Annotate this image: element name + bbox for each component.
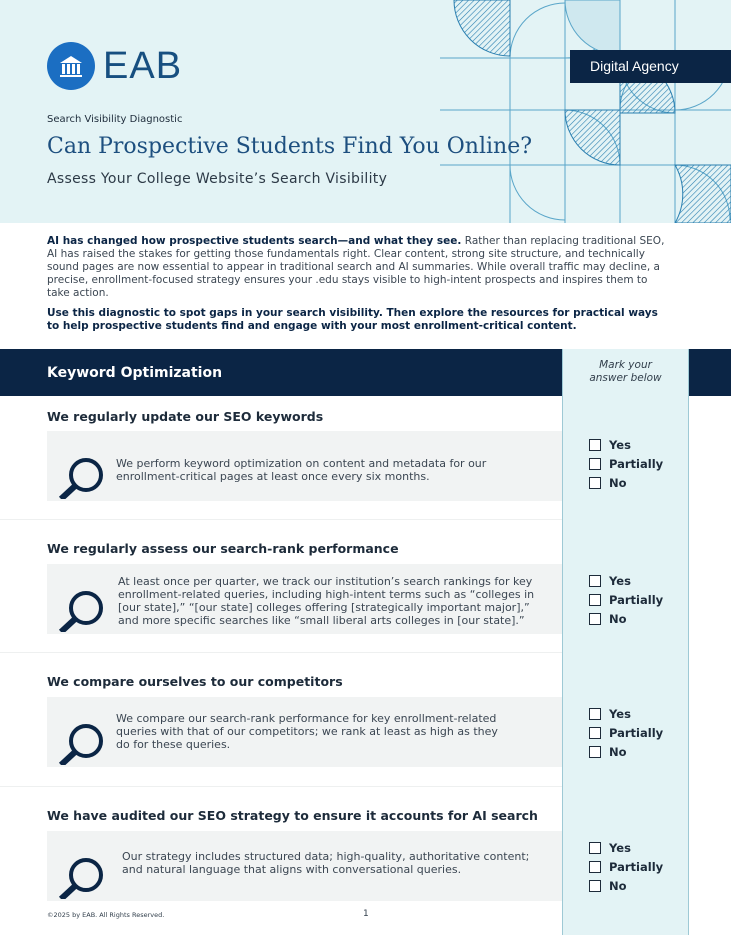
question-title-2: We regularly assess our search-rank performance xyxy=(47,541,399,556)
magnifier-icon xyxy=(57,855,105,899)
checkbox[interactable] xyxy=(589,439,601,451)
intro-lead: AI has changed how prospective students search—and what they see. xyxy=(47,235,462,247)
answer-options-3 xyxy=(589,704,663,761)
option-yes[interactable]: Yes xyxy=(589,571,663,590)
magnifier-icon xyxy=(57,721,105,765)
answer-options-4 xyxy=(589,838,663,895)
divider xyxy=(0,786,562,787)
divider xyxy=(0,652,562,653)
option-yes[interactable]: Yes xyxy=(589,838,663,857)
option-no[interactable]: No xyxy=(589,473,663,492)
page-subtitle: Assess Your College Website’s Search Visibility xyxy=(47,171,388,187)
header-banner xyxy=(0,0,731,223)
intro-paragraph-2: Use this diagnostic to spot gaps in your search visibility. Then explore the resources for practical ways to help prospective students find and engage with your most enrollment-critical content. xyxy=(47,307,658,332)
magnifier-icon xyxy=(57,588,105,632)
question-description-2: At least once per quarter, we track our institution’s search rankings for key enrollment-related queries, including high-intent terms such as “colleges in [our state],” “[our state] colleges offering [strategically important major],” and more specific searches like “small liberal arts colleges in [our state].” xyxy=(118,575,535,627)
checkbox[interactable] xyxy=(589,613,601,625)
intro-text xyxy=(47,235,667,340)
option-partially[interactable]: Partially xyxy=(589,723,663,742)
checkbox[interactable] xyxy=(589,880,601,892)
answer-options-2 xyxy=(589,571,663,628)
question-box-4 xyxy=(47,831,562,901)
option-yes[interactable]: Yes xyxy=(589,704,663,723)
intro-body: Rather than replacing traditional SEO, AI has raised the stakes for getting those fundamentals right. Clear content, strong site structure, and technically sound pages are now essential to appear in traditional search and AI summaries. While overall traffic may decline, a precise, enrollment-focused strategy ensures your .edu stays visible to high-intent prospects and inspires them to take action. xyxy=(47,235,665,299)
checkbox[interactable] xyxy=(589,842,601,854)
question-box-2 xyxy=(47,564,562,634)
divider xyxy=(0,519,562,520)
checkbox[interactable] xyxy=(589,458,601,470)
option-yes[interactable]: Yes xyxy=(589,435,663,454)
answer-options-1 xyxy=(589,435,663,492)
checkbox[interactable] xyxy=(589,727,601,739)
answer-column-label: Mark your answer below xyxy=(589,359,662,384)
building-icon xyxy=(47,42,95,90)
option-no[interactable]: No xyxy=(589,876,663,895)
option-no[interactable]: No xyxy=(589,609,663,628)
section-title: Keyword Optimization xyxy=(47,365,223,381)
magnifier-icon xyxy=(57,455,105,499)
option-no[interactable]: No xyxy=(589,742,663,761)
question-title-3: We compare ourselves to our competitors xyxy=(47,674,343,689)
question-description-1: We perform keyword optimization on content and metadata for our enrollment-critical pages at least once every six months. xyxy=(116,457,487,483)
checkbox[interactable] xyxy=(589,575,601,587)
eyebrow-label: Search Visibility Diagnostic xyxy=(47,114,183,125)
question-box-3 xyxy=(47,697,562,767)
digital-agency-tag: Digital Agency xyxy=(570,50,731,83)
option-partially[interactable]: Partially xyxy=(589,857,663,876)
question-title-1: We regularly update our SEO keywords xyxy=(47,409,324,424)
checkbox[interactable] xyxy=(589,594,601,606)
option-partially[interactable]: Partially xyxy=(589,590,663,609)
logo-wordmark: EAB xyxy=(103,44,183,87)
copyright: ©2025 by EAB. All Rights Reserved. xyxy=(47,911,165,919)
decorative-pattern xyxy=(440,0,731,223)
question-box-1 xyxy=(47,431,562,501)
intro-paragraph-1 xyxy=(47,235,667,300)
question-description-4: Our strategy includes structured data; high-quality, authoritative content; and natural language that aligns with conversational queries. xyxy=(122,850,530,876)
checkbox[interactable] xyxy=(589,708,601,720)
page-number: 1 xyxy=(363,909,369,919)
eab-logo xyxy=(47,42,182,90)
checkbox[interactable] xyxy=(589,746,601,758)
checkbox[interactable] xyxy=(589,477,601,489)
question-title-4: We have audited our SEO strategy to ensure it accounts for AI search xyxy=(47,808,538,823)
checkbox[interactable] xyxy=(589,861,601,873)
page-title: Can Prospective Students Find You Online? xyxy=(47,134,533,159)
option-partially[interactable]: Partially xyxy=(589,454,663,473)
question-description-3: We compare our search-rank performance for key enrollment-related queries with that of our competitors; we rank at least as high as they do for these queries. xyxy=(116,712,498,751)
